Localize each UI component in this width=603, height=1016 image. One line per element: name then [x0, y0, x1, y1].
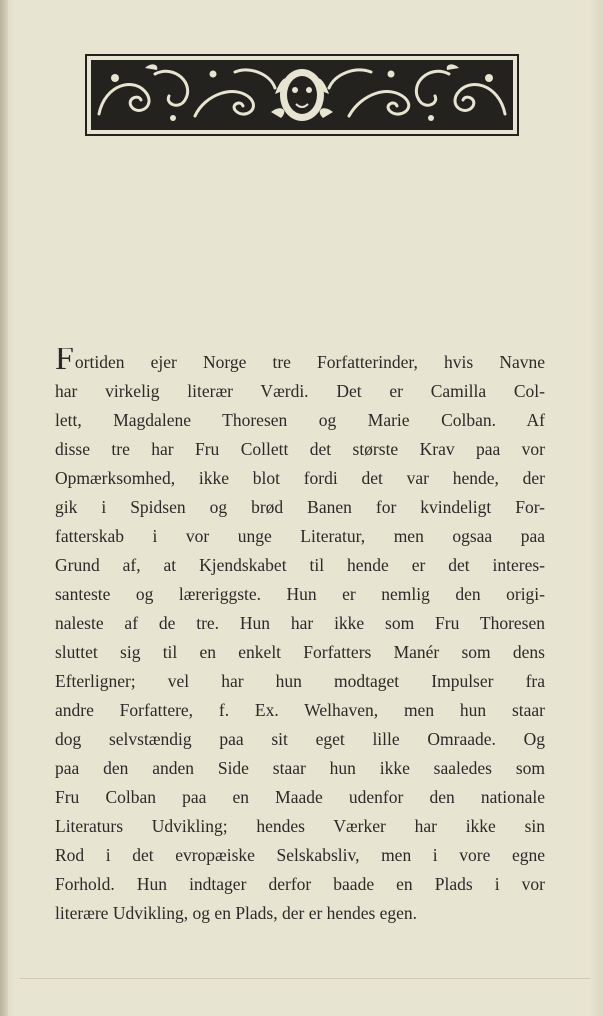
text-line: Grund af, at Kjendskabet til hende er det interes-	[55, 555, 545, 575]
text-line-last: literære Udvikling, og en Plads, der er hendes egen.	[55, 903, 418, 923]
text-line: disse tre har Fru Collett det største Krav paa vor	[55, 439, 545, 459]
text-line: Efterligner; vel har hun modtaget Impulser fra	[55, 671, 545, 691]
drop-cap: F	[55, 348, 74, 377]
text-line: har virkelig literær Værdi. Det er Camilla Col-	[55, 381, 545, 401]
text-line: paa den anden Side staar hun ikke saaledes som	[55, 758, 545, 778]
text-line: sluttet sig til en enkelt Forfatters Manér som dens	[55, 642, 545, 662]
text-line: Forhold. Hun indtager derfor baade en Plads i vor	[55, 874, 545, 894]
page-bottom-fold	[20, 978, 590, 979]
decorative-headpiece-icon	[85, 54, 519, 136]
text-line: Literaturs Udvikling; hendes Værker har ikke sin	[55, 816, 545, 836]
page-spine-edge	[0, 0, 8, 1016]
text-line: dog selvstændig paa sit eget lille Omraade. Og	[55, 729, 545, 749]
text-line: gik i Spidsen og brød Banen for kvindeligt For-	[55, 497, 545, 517]
text-line: Rod i det evropæiske Selskabsliv, men i vore egne	[55, 845, 545, 865]
text-line: lett, Magdalene Thoresen og Marie Colban. Af	[55, 410, 545, 430]
text-line: Fru Colban paa en Maade udenfor den nationale	[55, 787, 545, 807]
text-line: naleste af de tre. Hun har ikke som Fru Thoresen	[55, 613, 545, 633]
text-line: santeste og læreriggste. Hun er nemlig den origi-	[55, 584, 545, 604]
text-line: Opmærksomhed, ikke blot fordi det var hende, der	[55, 468, 545, 488]
text-line: fatterskab i vor unge Literatur, men ogsaa paa	[55, 526, 545, 546]
main-paragraph	[55, 348, 545, 928]
text-line: Fortiden ejer Norge tre Forfatterinder, hvis Navne	[55, 348, 545, 377]
text-line: andre Forfattere, f. Ex. Welhaven, men hun staar	[55, 700, 545, 720]
